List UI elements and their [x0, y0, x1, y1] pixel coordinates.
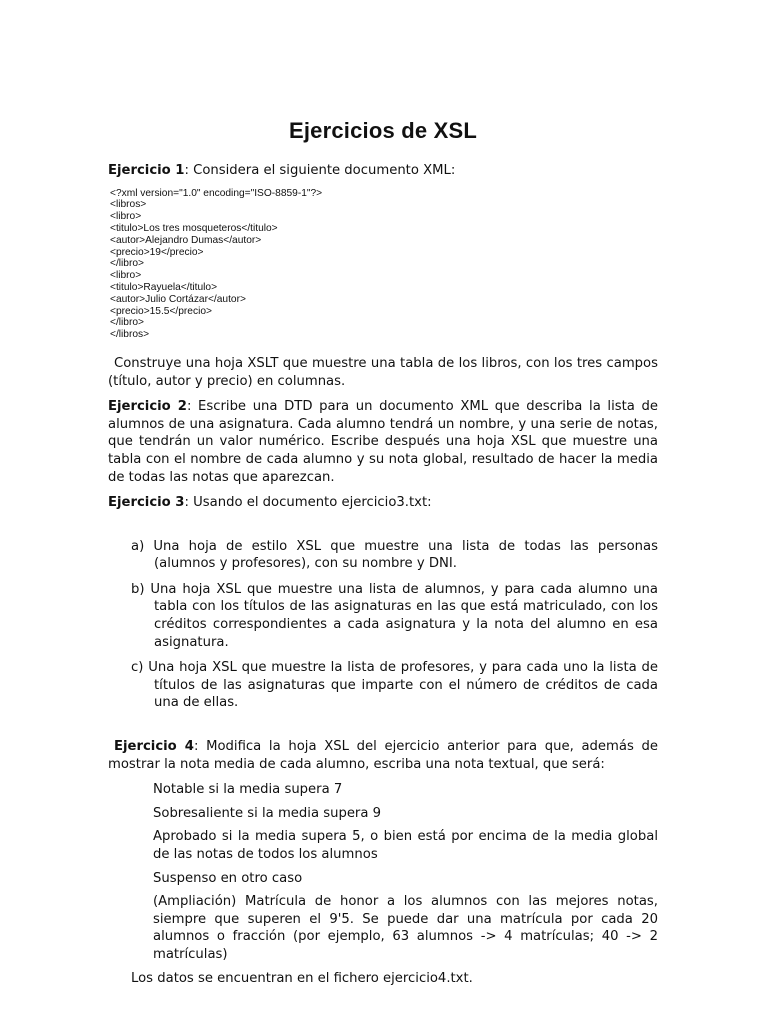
exercise-3-list	[108, 538, 658, 712]
exercise-4-bullet	[108, 781, 658, 799]
exercise-4-list	[108, 781, 658, 963]
exercise-3-heading: Ejercicio 3	[108, 495, 185, 511]
exercise-3-item-c: c) Una hoja XSL que muestre la lista de profesores, y para cada uno la lista de títulos de las asignaturas que imparte con el número de créditos de cada una de ellas.	[131, 660, 658, 711]
page-title: Ejercicios de XSL	[288, 118, 478, 143]
exercise-1-text: : Considera el siguiente documento XML:	[184, 163, 456, 178]
code-line: </libros>	[110, 329, 150, 341]
exercise-3-item-a: a) Una hoja de estilo XSL que muestre una lista de todas las personas (alumnos y profesores), con su nombre y DNI.	[131, 538, 658, 572]
exercise-4-text: : Modifica la hoja XSL del ejercicio anterior para que, además de mostrar la nota media de cada alumno, escriba una nota textual, que será:	[108, 739, 658, 772]
bullet-text: Suspenso en otro caso	[153, 870, 303, 886]
exercise-1-instruction: Construye una hoja XSLT que muestre una tabla de los libros, con los tres campos (título, autor y precio) en columnas.	[108, 355, 658, 389]
code-line: <autor>Alejandro Dumas</autor>	[110, 234, 262, 246]
code-line: <?xml version="1.0" encoding="ISO-8859-1"?>	[110, 187, 323, 199]
exercise-2-heading: Ejercicio 2	[108, 399, 187, 415]
xml-code-block	[110, 188, 658, 341]
code-line: <titulo>Rayuela</titulo>	[110, 281, 218, 293]
code-line: </libro>	[110, 258, 144, 270]
exercise-4-intro	[108, 738, 658, 773]
exercise-1-heading: Ejercicio 1	[108, 163, 185, 178]
exercise-3-item-b: b) Una hoja XSL que muestre una lista de alumnos, y para cada alumno una tabla con los títulos de las asignaturas en las que está matriculado, con los créditos correspondientes a cada asignatura y la nota del alumno en esa asignatura.	[131, 581, 658, 650]
exercise-3-text: : Usando el documento ejercicio3.txt:	[184, 495, 432, 511]
exercise-1-intro	[108, 162, 658, 180]
code-line: <titulo>Los tres mosqueteros</titulo>	[110, 222, 278, 234]
exercise-3-intro	[108, 494, 658, 512]
code-line: <libro>	[110, 211, 142, 223]
code-line: </libro>	[110, 317, 144, 329]
exercise-4-bullet	[108, 870, 658, 888]
exercise-4-bullet	[108, 893, 658, 963]
exercise-4-footer: Los datos se encuentran en el fichero ejercicio4.txt.	[131, 970, 473, 986]
code-line: <precio>19</precio>	[110, 246, 204, 258]
exercise-2-text: : Escribe una DTD para un documento XML que describa la lista de alumnos de una asignatura. Cada alumno tendrá un nombre, y una serie de notas, que tendrán un valor numérico. Escribe después una hoja XSL que muestre una tabla con el nombre de cada alumno y su nota global, resultado de hacer la media de todas las notas que aparezcan.	[108, 399, 658, 485]
code-line: <libro>	[110, 270, 142, 282]
exercise-4-bullet	[108, 805, 658, 823]
exercise-4-heading: Ejercicio 4	[114, 739, 194, 755]
exercise-4-bullet	[108, 828, 658, 863]
code-line: <libros>	[110, 199, 147, 211]
code-line: <autor>Julio Cortázar</autor>	[110, 293, 246, 305]
document-page	[108, 118, 658, 987]
bullet-text: Notable si la media supera 7	[153, 782, 343, 798]
code-line: <precio>15.5</precio>	[110, 305, 212, 317]
bullet-text: (Ampliación) Matrícula de honor a los alumnos con las mejores notas, siempre que superen el 9'5. Se puede dar una matrícula por cada 20 alumnos o fracción (por ejemplo, 63 alumnos -> 4 matrículas; 40 -> 2 matrículas)	[153, 894, 658, 962]
bullet-text: Sobresaliente si la media supera 9	[153, 805, 382, 821]
exercise-2-paragraph	[108, 398, 658, 486]
bullet-text: Aprobado si la media supera 5, o bien está por encima de la media global de las notas de todos los alumnos	[153, 829, 658, 863]
